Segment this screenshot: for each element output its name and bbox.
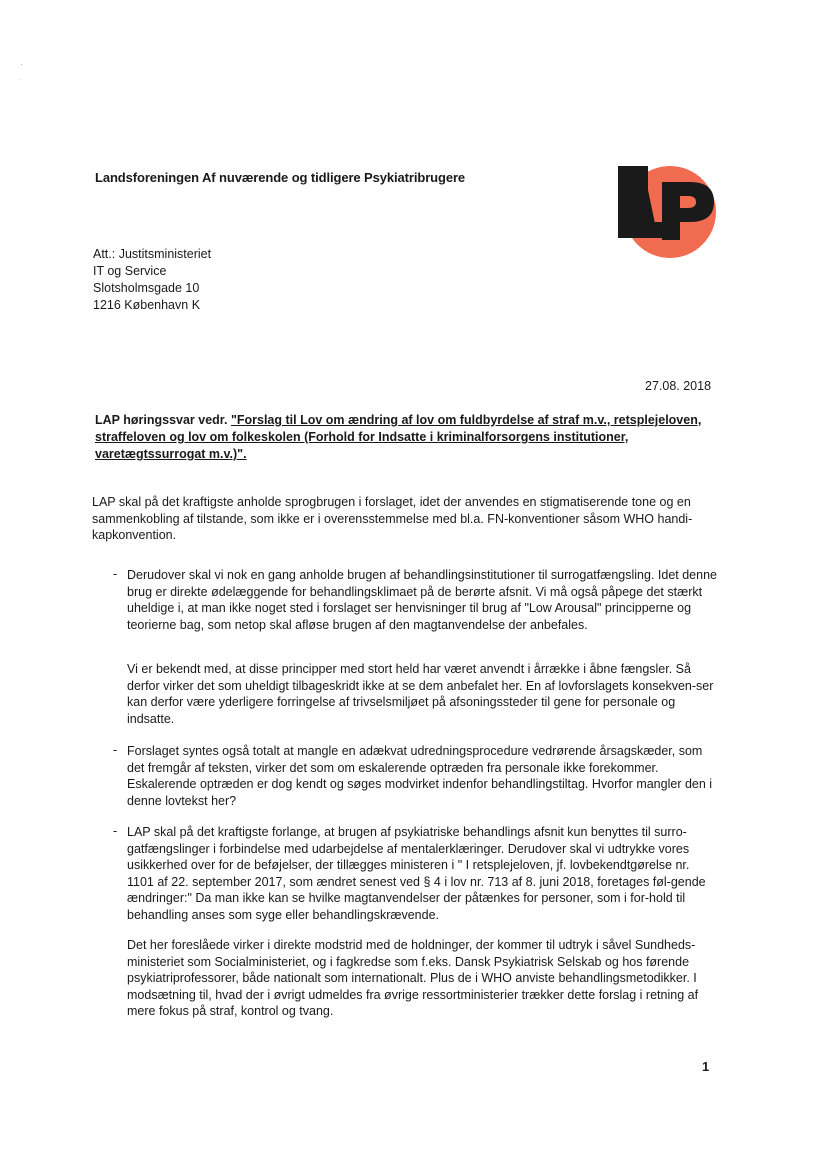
- subject-title: "Forslag til Lov om ændring af lov om fuldbyrdelse af straf m.v., retsplejeloven, straffeloven og lov om folkeskolen (Forhold for Indsatte i kriminalforsorgens institutioner, varetægtssurrogat m.v.)".: [95, 413, 702, 461]
- bullet-marker: -: [113, 743, 118, 757]
- subject-line: [95, 412, 725, 463]
- scan-speck: · ˙: [20, 60, 23, 87]
- point-2-paragraph: Forslaget syntes også totalt at mangle en adækvat udredningsprocedure vedrørende årsagskæder, som det fremgår af teksten, virker det som om eskalerende optræden fra personale ikke forekommer. Eskalerende optræden er dog kendt og søges modvirket indenfor behandlingstiltag. Hvorfor mangler den i denne lovtekst her?: [127, 744, 713, 808]
- organization-name: Landsforeningen Af nuværende og tidligere Psykiatribrugere: [95, 170, 466, 185]
- recipient-line: IT og Service: [93, 264, 167, 278]
- subject-prefix: LAP høringssvar vedr.: [95, 413, 231, 427]
- recipient-address: [93, 246, 211, 314]
- point-3-paragraph: LAP skal på det kraftigste forlange, at brugen af psykiatriske behandlings afsnit kun benyttes til surro-gatfængslinger i forbindelse med udarbejdelse af mentalerklæringer. Derudover skal vi udtrykke vores usikkerhed over for de beføjelser, der tillægges ministeren i " I retsplejeloven, jf. lovbekendtgørelse nr. 1101 af 22. september 2017, som ændret senest ved § 4 i lov nr. 713 af 8. juni 2018, foretages føl-gende ændringer:" Da man ikke kan se hvilke magtanvendelser der påtænkes for personer, som i for-hold til behandling anses som syge eller behandlingskrævende.: [127, 825, 706, 922]
- recipient-line: Att.: Justitsministeriet: [93, 247, 212, 261]
- recipient-line: 1216 København K: [93, 298, 201, 312]
- intro-paragraph: LAP skal på det kraftigste anholde sprogbrugen i forslaget, idet der anvendes en stigmatiserende tone og en sammenkobling af tilstande, som ikke er i overensstemmelse med bl.a. FN-konventioner såsom WHO handi-kapkonvention.: [92, 495, 693, 542]
- point-3-followup: Det her foreslåede virker i direkte modstrid med de holdninger, der kommer til udtryk i såvel Sundheds-ministeriet som Socialministeriet, og i fagkredse som f.eks. Dansk Psykiatrisk Selskab og hos førende psykiatriprofessorer, både nationalt som internationalt. Plus de i WHO anviste behandlingsmetodikker. I modsætning til, hvad der i øvrigt udmeldes fra øvrige ressortministerier trækker dette forslag i retning af mere fokus på straf, kontrol og tvang.: [127, 938, 699, 1018]
- recipient-line: Slotsholmsgade 10: [93, 281, 200, 295]
- point-1-paragraph: Derudover skal vi nok en gang anholde brugen af behandlingsinstitutioner til surrogatfængsling. Idet denne brug er direkte ødelæggende for behandlingsklimaet på de berørte afsnit. Vi må også påpege det stærkt uheldige i, at man ikke noget sted i forslaget ser henvisninger til brug af "Low Arousal" principperne og teorierne bag, som netop skal afløse brugen af den magtanvendelse der anbefales.: [127, 568, 717, 632]
- bullet-marker: -: [113, 567, 118, 581]
- lap-logo: [610, 160, 722, 260]
- bullet-marker: -: [113, 824, 118, 838]
- point-1-followup: Vi er bekendt med, at disse principper med stort held har været anvendt i årrække i åbne fængsler. Så derfor virker det som uheldigt tilbageskridt ikke at se dem anbefalet her. En af lovforslagets konsekven-ser kan derfor være yderligere forringelse af trivselsmiljøet på afsoningssteder til gene for personale og indsatte.: [127, 662, 714, 726]
- letter-date: 27.08. 2018: [645, 379, 712, 393]
- page-number: 1: [702, 1059, 710, 1074]
